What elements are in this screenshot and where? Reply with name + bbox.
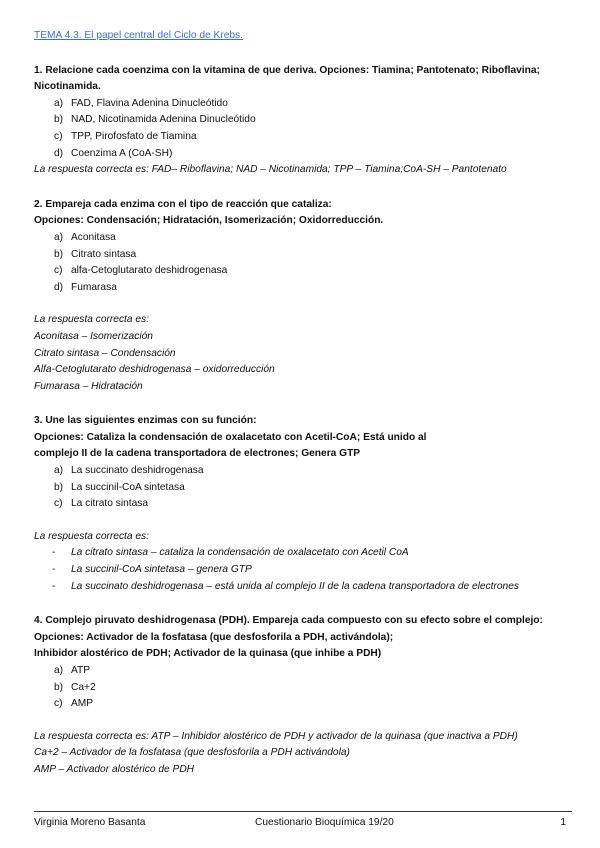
question-2-answer-line: Citrato sintasa – Condensación [34,347,176,359]
option-marker: c) [54,498,63,510]
dash-marker: - [52,547,56,559]
option-text: alfa-Cetoglutarato deshidrogenasa [71,265,228,277]
option-marker: c) [54,698,63,710]
list-item [34,112,574,129]
option-text: TPP, Pirofosfato de Tiamina [71,130,197,142]
question-2-prompt-line-2: Opciones: Condensación; Hidratación, Isomerización; Oxidorreducción. [34,215,384,227]
footer-course: Cuestionario Bioquímica 19/20 [255,817,394,828]
option-text: FAD, Flavina Adenina Dinucleótido [71,97,228,109]
dash-marker: - [52,564,56,576]
question-2-prompt-line-1: 2. Empareja cada enzima con el tipo de reacción que cataliza: [34,198,332,210]
question-4-answer-line: AMP – Activador alostérico de PDH [34,763,195,775]
list-item [34,680,574,697]
question-1 [34,63,574,179]
option-marker: a) [54,665,64,676]
list-item [34,480,574,497]
question-2-answer-intro: La respuesta correcta es: [34,314,149,326]
question-4-prompt-line-1: 4. Complejo piruvato deshidrogenasa (PDH). Empareja cada compuesto con su efecto sobre el complejo: [34,615,543,627]
question-1-answer: La respuesta correcta es: FAD– Riboflavina; NAD – Nicotinamida; TPP – Tiamina;CoA-SH – Pantotenato [34,164,507,176]
question-4-prompt-line-2: Opciones: Activador de la fosfatasa (que desfosforila a PDH, activándola); [34,631,394,643]
option-text: NAD, Nicotinamida Adenina Dinucleótido [71,114,256,126]
option-marker: b) [54,681,64,693]
option-marker: c) [54,265,63,277]
page-title[interactable]: TEMA 4.3. El papel central del Ciclo de Krebs. [34,30,243,41]
answer-text: La succinato deshidrogenasa – está unida al complejo II de la cadena transportadora de electrones [71,580,519,592]
list-item [34,146,574,163]
question-1-prompt-line-1: 1. Relacione cada coenzima con la vitamina de que deriva. Opciones: Tiamina; Pantotenato; Riboflavina; [34,64,540,76]
list-item [34,96,574,113]
question-2-answer-line: Alfa-Cetoglutarato deshidrogenasa – oxidorreducción [34,364,275,376]
option-text: La succinato deshidrogenasa [71,465,204,477]
question-4-options [34,663,574,713]
option-text: La citrato sintasa [71,498,149,510]
question-2-answer-line: Fumarasa – Hidratación [34,380,143,392]
option-marker: b) [54,481,64,493]
option-text: Ca+2 [71,681,96,693]
option-text: Aconitasa [71,231,116,243]
option-text: Coenzima A (CoA-SH) [71,147,173,159]
question-4-prompt-line-3: Inhibidor alostérico de PDH; Activador de la quinasa (que inhibe a PDH) [34,648,382,660]
list-item [34,562,574,579]
question-3-answer-intro: La respuesta correcta es: [34,530,149,542]
option-text: Fumarasa [71,281,117,293]
question-3 [34,413,574,595]
list-item [34,696,574,713]
option-marker: b) [54,248,64,260]
list-item [34,545,574,562]
list-item [34,129,574,146]
list-item [34,247,574,264]
question-1-options [34,96,574,162]
question-4-answer-line: La respuesta correcta es: ATP – Inhibidor alostérico de PDH y activador de la quinasa (que inactiva a PDH) [34,730,518,742]
list-item [34,230,574,247]
option-text: La succinil-CoA sintetasa [71,481,185,493]
list-item [34,263,574,280]
footer-author: Virginia Moreno Basanta [34,817,146,828]
option-marker: a) [54,97,64,109]
list-item [34,280,574,297]
answer-text: La succinil-CoA sintetasa – genera GTP [71,564,252,576]
list-item [34,463,574,480]
option-marker: d) [54,147,64,159]
option-marker: d) [54,281,64,293]
option-text: AMP [71,698,94,710]
list-item [34,579,574,596]
question-3-options [34,463,574,513]
option-text: Citrato sintasa [71,248,137,260]
question-2-options [34,230,574,296]
footer-page-number: 1 [560,817,566,828]
question-3-prompt-line-2: Opciones: Cataliza la condensación de oxalacetato con Acetil-CoA; Está unido al [34,431,427,443]
option-marker: c) [54,130,63,142]
option-text: ATP [71,665,91,676]
question-3-prompt-line-1: 3. Une las siguientes enzimas con su función: [34,415,257,427]
question-3-prompt-line-3: complejo II de la cadena transportadora de electrones; Genera GTP [34,448,361,460]
footer-divider [34,811,572,812]
question-4 [34,613,574,778]
option-marker: a) [54,465,64,477]
document-body [34,28,574,779]
option-marker: a) [54,231,64,243]
list-item [34,663,574,680]
dash-marker: - [52,580,56,592]
question-4-answer-line: Ca+2 – Activador de la fosfatasa (que desfosforila a PDH activándola) [34,747,350,759]
question-1-prompt-line-2: Nicotinamida. [34,81,101,93]
option-marker: b) [54,114,64,126]
question-2 [34,197,574,396]
answer-text: La citrato sintasa – cataliza la condensación de oxalacetato con Acetil CoA [71,547,409,559]
question-2-answer-line: Aconitasa – Isomerización [34,330,153,342]
question-3-answers [34,545,574,595]
list-item [34,496,574,513]
